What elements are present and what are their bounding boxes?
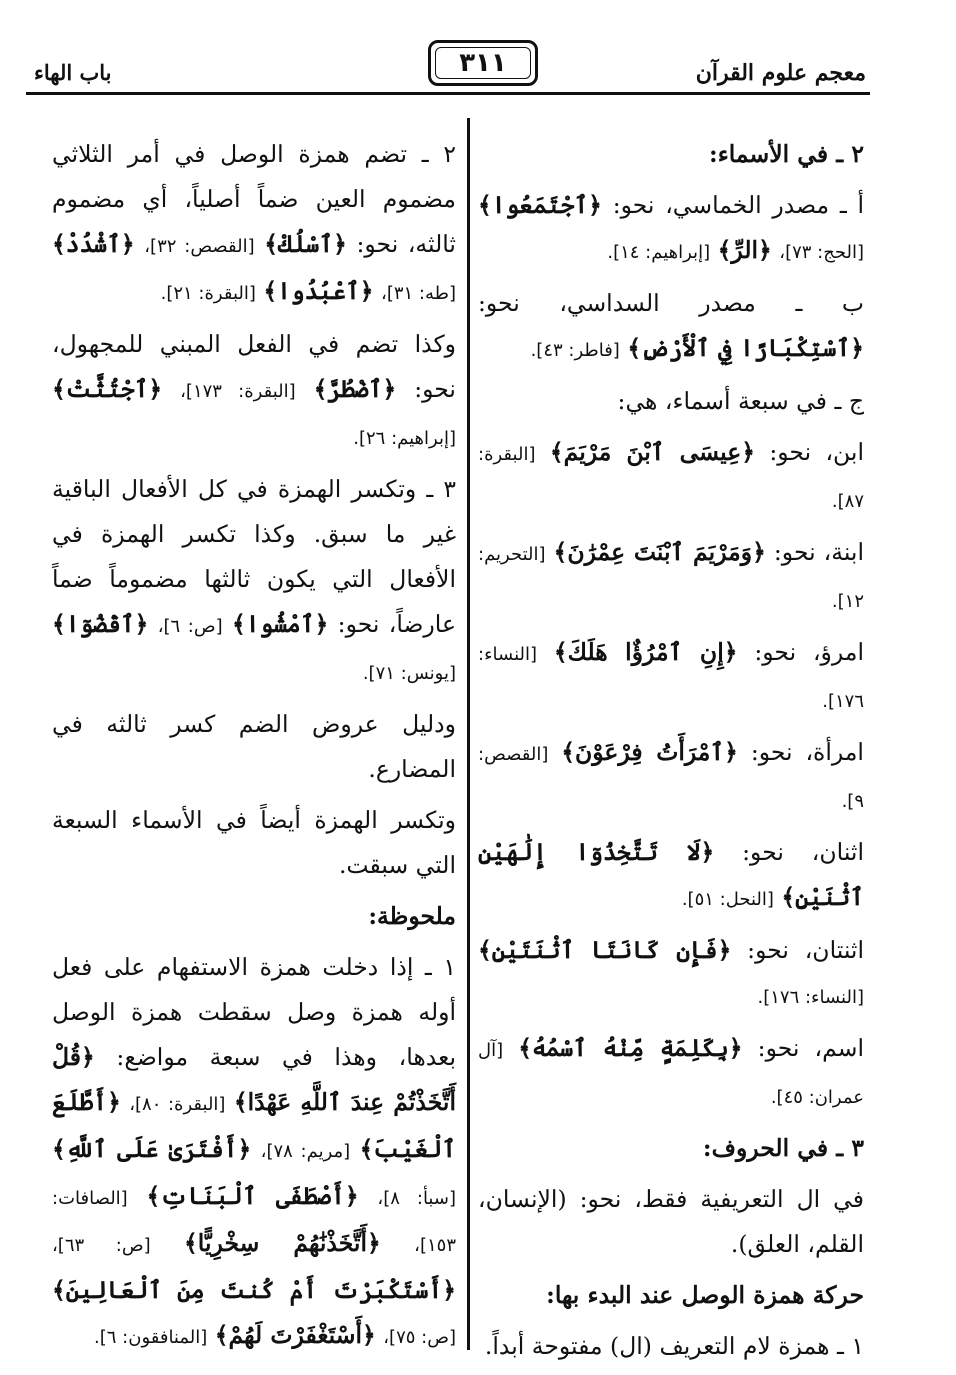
- section-heading-haraka: حركة همزة الوصل عند البدء بها:: [546, 1281, 864, 1309]
- verse-reference: [ص: ٦٣]،: [52, 1235, 151, 1256]
- section-heading-asmaa: ٢ ـ في الأسماء:: [709, 140, 864, 168]
- verse-reference: [طه: ٣١]،: [381, 283, 456, 304]
- paragraph-note-1: ١ ـ إذا دخلت همزة الاستفهام على فعل أوله همزة وصل سقطت همزة الوصل بعدها، وهذا في سبعة مواضع: ﴿قُلْ أَتَّخَذْتُمْ عِندَ ٱللَّهِ عَهْدًا﴾ [البقرة: ٨٠]، ﴿أَطَّلَعَ ٱلْغَيْبَ﴾ [مريم: ٧٨]، ﴿أَفْتَرَىٰ عَلَى ٱللَّهِ﴾ [سبأ: ٨]، ﴿أَصْطَفَى ٱلْبَنَاتِ﴾ [الصافات: ١٥٣]، ﴿أَتَّخَذْنَٰهُمْ سِخْرِيًّا﴾ [ص: ٦٣]، ﴿أَسْتَكْبَرْتَ أَمْ كُنتَ مِنَ ٱلْعَالِينَ﴾ [ص: ٧٥]، ﴿أَسْتَغْفَرْتَ لَهُمْ﴾ [المنافقون: ٦].: [52, 953, 456, 1349]
- paragraph-sudasi: ب ـ مصدر السداسي، نحو: ﴿ٱسْتِكْبَارًا فِي ٱلْأَرْضِ﴾ [فاطر: ٤٣].: [478, 289, 864, 362]
- column-divider: [467, 118, 470, 1350]
- noun-example-ibn: ابن، نحو: ﴿عِيسَى ٱبْنَ مَرْيَمَ﴾ [البقرة: ٨٧].: [478, 438, 864, 512]
- quran-verse: ﴿ٱجْتُثَّتْ﴾: [52, 375, 163, 403]
- noun-example-ism: اسم، نحو: ﴿بِكَلِمَةٍ مِّنْهُ ٱسْمُهُ﴾ [آل عمران: ٤٥].: [478, 1034, 864, 1108]
- paragraph-haraka-1: ١ ـ همزة لام التعريف (ال) مفتوحة أبداً.: [484, 1332, 864, 1360]
- paragraph-kasr: ٣ ـ وتكسر الهمزة في كل الأفعال الباقية غير ما سبق. وكذا تكسر الهمزة في الأفعال التي يكون ثالثها مضموماً ضماً عارضاً، نحو: ﴿ٱمْشُوا﴾ [ص: ٦]، ﴿ٱقْضُوٓا﴾ [يونس: ٧١].: [52, 475, 456, 684]
- noun-example-ibna: ابنة، نحو: ﴿وَمَرْيَمَ ٱبْنَتَ عِمْرَٰنَ﴾ [التحريم: ١٢].: [478, 538, 864, 612]
- paragraph-asmaa: وتكسر الهمزة أيضاً في الأسماء السبعة التي سبقت.: [52, 806, 456, 879]
- quran-verse: ﴿أَطَّلَعَ ٱلْغَيْبَ﴾: [52, 1088, 456, 1163]
- page-number-frame: [428, 40, 538, 86]
- quran-verse: ﴿ٱسْتِكْبَارًا فِي ٱلْأَرْضِ﴾: [627, 334, 864, 362]
- verse-reference: [إبراهيم: ٢٦].: [353, 428, 456, 449]
- paragraph-dalil: ودليل عروض الضم كسر ثالثه في المضارع.: [52, 710, 456, 783]
- quran-verse: ﴿عِيسَى ٱبْنَ مَرْيَمَ﴾: [549, 438, 756, 466]
- quran-verse: ﴿لَا تَتَّخِذُوٓا إِلَٰهَيْنِ ٱثْنَيْنِ﴾: [478, 838, 864, 911]
- quran-verse: ﴿أَصْطَفَى ٱلْبَنَاتِ﴾: [146, 1182, 359, 1210]
- right-column: [478, 132, 864, 1375]
- quran-verse: ﴿ٱجْتَمَعُوا﴾: [478, 191, 602, 219]
- verse-reference: [الصافات: ١٥٣]،: [52, 1188, 456, 1256]
- verse-reference: [مريم: ٧٨]،: [260, 1141, 351, 1162]
- noun-example-ithnan: اثنان، نحو: ﴿لَا تَتَّخِذُوٓا إِلَٰهَيْنِ ٱثْنَيْنِ﴾ [النحل: ٥١].: [478, 838, 864, 911]
- quran-verse: ﴿فَإِن كَانَتَا ٱثْنَتَيْنِ﴾: [478, 936, 732, 964]
- quran-verse: ﴿ٱمْشُوا﴾: [231, 610, 329, 638]
- quran-verse: ﴿أَفْتَرَىٰ عَلَى ٱللَّهِ﴾: [52, 1135, 252, 1163]
- verse-reference: [التحريم: ١٢].: [478, 544, 864, 612]
- verse-reference: [ص: ٦]،: [157, 616, 223, 637]
- noun-example-ithnatan: اثنتان، نحو: ﴿فَإِن كَانَتَا ٱثْنَتَيْنِ﴾ [النساء: ١٧٦].: [478, 936, 864, 1008]
- book-title: معجم علوم القرآن: [695, 60, 866, 86]
- paragraph-majhul: وكذا تضم في الفعل المبني للمجهول، نحو: ﴿ٱضْطُرَّ﴾ [البقرة: ١٧٣]، ﴿ٱجْتُثَّتْ﴾ [إبراهيم: ٢٦].: [52, 330, 456, 449]
- page-header: [26, 30, 870, 102]
- quran-verse: ﴿أَتَّخَذْنَٰهُمْ سِخْرِيًّا﴾: [184, 1229, 381, 1257]
- verse-reference: [البقرة: ٨٧].: [478, 444, 864, 512]
- header-rule: [26, 92, 870, 95]
- verse-reference: [القصص: ٣٢]،: [144, 236, 255, 257]
- verse-reference: [البقرة: ٢١].: [160, 283, 256, 304]
- quran-verse: ﴿ٱعْبُدُوا﴾: [263, 277, 374, 305]
- verse-reference: [المنافقون: ٦].: [94, 1327, 208, 1348]
- quran-verse: ﴿بِكَلِمَةٍ مِّنْهُ ٱسْمُهُ﴾: [518, 1034, 743, 1062]
- verse-reference: [النحل: ٥١].: [681, 889, 774, 910]
- quran-verse: ﴿وَمَرْيَمَ ٱبْنَتَ عِمْرَٰنَ﴾: [553, 538, 766, 566]
- quran-verse: ﴿إِنِ ٱمْرُؤٌا هَلَكَ﴾: [553, 638, 738, 666]
- verse-reference: [إبراهيم: ١٤].: [607, 242, 711, 263]
- chapter-title: باب الهاء: [34, 60, 112, 85]
- noun-example-imraa: امرأة، نحو: ﴿ٱمْرَأَتُ فِرْعَوْنَ﴾ [القصص: ٩].: [478, 738, 864, 812]
- quran-verse: ﴿ٱشْدُدْ﴾: [52, 230, 135, 258]
- quran-verse: ﴿قُلْ أَتَّخَذْتُمْ عِندَ ٱللَّهِ عَهْدًا﴾: [52, 1043, 456, 1116]
- page-number: ٣١١: [435, 47, 531, 79]
- note-heading: ملحوظة:: [368, 902, 456, 930]
- left-column: [52, 132, 456, 1366]
- paragraph-seven-nouns: ج ـ في سبعة أسماء، هي:: [617, 387, 864, 415]
- verse-reference: [الحج: ٧٣]،: [779, 242, 864, 263]
- quran-verse: ﴿الرِّ﴾: [717, 236, 772, 264]
- verse-reference: [النساء: ١٧٦].: [478, 644, 864, 712]
- paragraph-khumasi: أ ـ مصدر الخماسي، نحو: ﴿ٱجْتَمَعُوا﴾ [الحج: ٧٣]، ﴿الرِّ﴾ [إبراهيم: ١٤].: [478, 191, 864, 264]
- verse-reference: [النساء: ١٧٦].: [757, 987, 864, 1008]
- verse-reference: [سبأ: ٨]،: [377, 1188, 456, 1209]
- quran-verse: ﴿أَسْتَغْفَرْتَ لَهُمْ﴾: [214, 1321, 376, 1349]
- quran-verse: ﴿ٱسْلُكْ﴾: [264, 230, 347, 258]
- quran-verse: ﴿ٱمْرَأَتُ فِرْعَوْنَ﴾: [561, 738, 738, 766]
- quran-verse: ﴿أَسْتَكْبَرْتَ أَمْ كُنتَ مِنَ ٱلْعَالِينَ﴾: [52, 1276, 456, 1304]
- paragraph-huruf: في ال التعريفية فقط، نحو: (الإنسان، القلم، العلق).: [478, 1185, 864, 1258]
- verse-reference: [البقرة: ١٧٣]،: [180, 381, 296, 402]
- verse-reference: [يونس: ٧١].: [362, 663, 456, 684]
- quran-verse: ﴿ٱضْطُرَّ﴾: [313, 375, 397, 403]
- verse-reference: [ص: ٧٥]،: [383, 1327, 456, 1348]
- verse-reference: [فاطر: ٤٣].: [530, 340, 620, 361]
- verse-reference: [القصص: ٩].: [478, 744, 864, 812]
- verse-reference: [البقرة: ٨٠]،: [129, 1094, 226, 1115]
- noun-example-imru: امرؤ، نحو: ﴿إِنِ ٱمْرُؤٌا هَلَكَ﴾ [النساء: ١٧٦].: [478, 638, 864, 712]
- section-heading-huruf: ٣ ـ في الحروف:: [702, 1134, 864, 1162]
- quran-verse: ﴿ٱقْضُوٓا﴾: [52, 610, 149, 638]
- paragraph-damm: ٢ ـ تضم همزة الوصل في أمر الثلاثي مضموم العين ضماً أصلياً، أي مضموم ثالثه، نحو: ﴿ٱسْلُكْ﴾ [القصص: ٣٢]، ﴿ٱشْدُدْ﴾ [طه: ٣١]، ﴿ٱعْبُدُوا﴾ [البقرة: ٢١].: [52, 140, 456, 305]
- verse-reference: [آل عمران: ٤٥].: [478, 1040, 864, 1108]
